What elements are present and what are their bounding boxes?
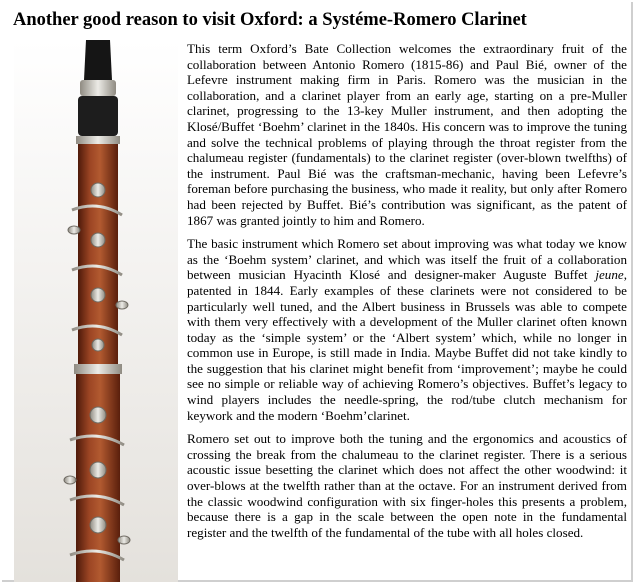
- article-body: [187, 41, 627, 540]
- clarinet-photo: [14, 40, 178, 582]
- paragraph-2-after: , patented in 1844. Early examples of these clarinets were not considered to be particularly well tuned, and the Albert business in Brussels was able to compete with them very effectively with a development of the Muller clarinet often known today as the ‘simple system’ or the ‘Albert system’ which, while no longer in common use in Europe, is still made in India. Maybe Buffet did not take kindly to the suggestion that his clarinet might benefit from ‘improvement’; maybe he could see no simple or reliable way of achieving Romero’s objectives. Buffet’s legacy to wind players includes the needle-spring, the rod/tube clutch mechanism for keywork and the modern ‘Boehm’clarinet.: [187, 267, 627, 423]
- barrel: [78, 96, 118, 136]
- paragraph-2-emphasis: jeune: [595, 267, 624, 283]
- paragraph-2-before: The basic instrument which Romero set about improving was what today we know as the ‘Boehm system’ clarinet, and which was itself the fruit of a collaboration between musician Hyacinth Klosé and designer-maker Auguste Buffet: [187, 236, 627, 283]
- clarinet-illustration: [14, 40, 178, 582]
- article-title: Another good reason to visit Oxford: a Systéme-Romero Clarinet: [13, 10, 527, 30]
- ligature: [80, 80, 116, 96]
- paragraph-1: This term Oxford’s Bate Collection welcomes the extraordinary fruit of the collaboration between Antonio Romero (1815-86) and Paul Bié, owner of the Lefevre instrument making firm in Paris. Romero was the musician in the collaboration, and a clarinet player from an early age, starting on a pre-Muller clarinet, progressing to the 13-key Muller instrument, and then adopting the Klosé/Buffet ‘Boehm’ clarinet in the 1840s. His concern was to improve the tuning and solve the technical problems of playing through the throat register from the chalumeau register (fundamentals) to the clarinet register (over-blown twelfths) of the instrument. Paul Bié was the craftsman-mechanic, having been Lefevre’s foreman before purchasing the business, who made it reality, but only after Romero had been rejected by Buffet. Bié’s contribution was significant, as the patent of 1867 was granted jointly to him and Romero.: [187, 41, 627, 228]
- paragraph-3: Romero set out to improve both the tuning and the ergonomics and acoustics of crossing the break from the chalumeau to the clarinet register. There is a serious acoustic issue besetting the clarinet which does not affect the other woodwind: it over-blows at the twelfth rather than at the octave. For an instrument derived from the classic woodwind configuration with six finger-holes this presents a problem, because there is a gap in the scale between the open note in the fundamental register and the twelfth of the fundamental of the tube with all holes closed.: [187, 431, 627, 540]
- paragraph-2: [187, 236, 627, 423]
- mouthpiece: [84, 40, 112, 80]
